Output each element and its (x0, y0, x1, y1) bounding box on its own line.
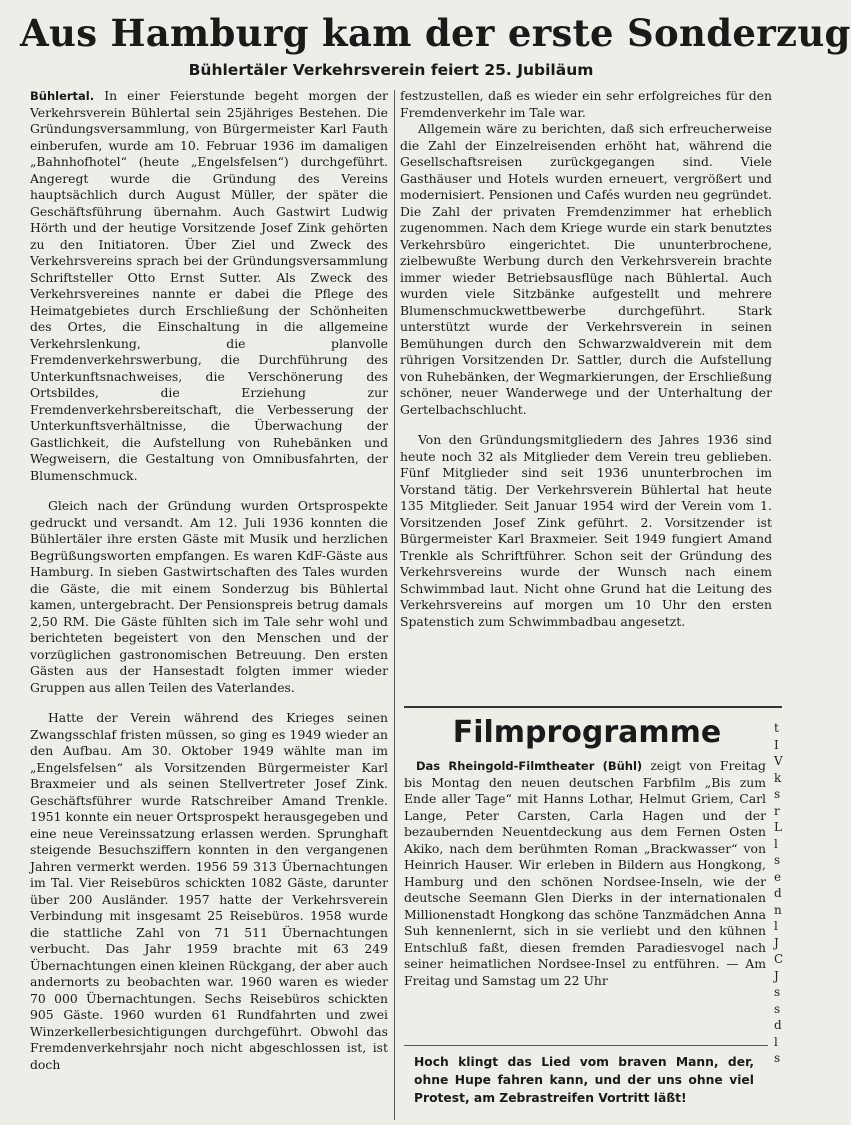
film-program-text (404, 758, 766, 989)
edge-letter: I (774, 737, 779, 752)
film-section-title: Filmprogramme (452, 715, 722, 750)
headline: Aus Hamburg kam der erste Sonderzug (20, 11, 851, 55)
edge-letter: V (774, 754, 783, 768)
article-paragraph: Hatte der Verein während des Krieges seinen Zwangsschlaf fristen müssen, so ging es 1949 wieder an den Aufbau. Am 30. Oktober 1949 wählte man im „Engelsfelsen“ als Vorsitzenden Bürgermeister Karl Braxmeier und als seinen Stellvertreter Josef Zink. Geschäftsführer wurde Ratschreiber Amand Trenkle. 1951 konnte ein neuer Ortsprospekt herausgegeben und eine neue Vereinssatzung erlassen werden. Sprunghaft steigende Besuchsziffern konnten in den vergangenen Jahren vermerkt werden. 1956 59 313 Übernachtungen im Tal. Vier Reisebüros schickten 1082 Gäste, darunter über 200 Ausländer. 1957 hatte der Verkehrsverein Verbindung mit insgesamt 25 Reisebüros. 1958 wurde die stattliche Zahl von 71 511 Übernachtungen verbucht. Das Jahr 1959 brachte mit 63 249 Übernachtungen einen kleinen Rückgang, der aber auch andernorts zu beobachten war. 1960 waren es wieder 70 000 Übernachtungen. Sechs Reisebüros schickten 905 Gäste. 1960 wurden 61 Rundfahrten und zwei Winzerkellerbesichtigungen durchgeführt. Obwohl das Fremdenverkehrsjahr noch nicht abgeschlossen ist, ist doch (30, 710, 388, 1072)
edge-letter: d (774, 886, 782, 900)
traffic-slogan: Hoch klingt das Lied vom braven Mann, der, ohne Hupe fahren kann, und der uns ohne viel Protest, am Zebrastreifen Vortritt läßt! (414, 1055, 754, 1105)
slogan-divider (404, 1045, 768, 1046)
article-paragraph: Von den Gründungsmitgliedern des Jahres 1936 sind heute noch 32 als Mitglieder dem Verein treu geblieben. Fünf Mitglieder sind seit 1936 ununterbrochen im Vorstand tätig. Der Verkehrsverein Bühlertal hat heute 135 Mitglieder. Seit Januar 1954 wird der Verein vom 1. Vorsitzenden Josef Zink geführt. 2. Vorsitzender ist Bürgermeister Karl Braxmeier. Seit 1949 fungiert Amand Trenkle als Schriftführer. Schon seit der Gründung des Verkehrsvereins wurde der Wunsch nach einem Schwimmbad laut. Nicht ohne Grund hat die Leitung des Verkehrsvereins auf morgen um 10 Uhr den ersten Spatenstich zum Schwimmbadbau angesetzt. (400, 432, 772, 629)
edge-letter: s (774, 1001, 781, 1016)
paragraph-text: In einer Feierstunde begeht morgen der Verkehrsverein Bühlertal sein 25jähriges Bestehen. Die Gründungsversammlung, von Bürgermeister Karl Fauth einberufen, wurde am 10. Februar 1936 im damaligen „Bahnhofhotel“ (heute „Engelsfelsen“) durchgeführt. Angeregt wurde die Gründung des Vereins hauptsächlich durch August Müller, der später die Geschäftsführung übernahm. Auch Gastwirt Ludwig Hörth und der heutige Vorsitzende Josef Zink gehörten zu den Initiatoren. Über Ziel und Zweck des Verkehrsvereins sprach bei der Gründungsversammlung Schriftsteller Otto Ernst Sutter. Als Zweck des Verkehrsvereines nannte er dabei die Pflege des Heimatgebietes durch Erschließung der Schönheiten des Ortes, die Einschaltung in die allgemeine Verkehrslenkung, die planvolle Fremdenverkehrswerbung, die Durchführung des Unterkunftsnachweises, die Verschönerung des Ortsbildes, die Erziehung zur Fremdenverkehrsbereitschaft, die Verbesserung der Unterkunftsverhältnisse, die Überwachung der Gastlichkeit, die Aufstellung von Ruhebänken und Wegweisern, die Gestaltung von Omnibusfahrten, der Blumenschmuck. (30, 88, 388, 483)
section-divider (404, 706, 782, 708)
edge-letter: n (774, 902, 782, 917)
article-paragraph (30, 88, 388, 484)
dateline: Bühlertal. (30, 89, 95, 103)
edge-letter: s (774, 787, 781, 801)
edge-letter: e (774, 869, 782, 884)
edge-letter: r (774, 803, 780, 818)
edge-letter: d (774, 1018, 782, 1032)
edge-letter: l (774, 836, 778, 851)
subheadline: Bühlertäler Verkehrsverein feiert 25. Jubiläum (188, 61, 594, 79)
edge-letter: J (774, 935, 779, 950)
column-divider (394, 90, 395, 1120)
edge-letter: C (774, 952, 784, 966)
article-left-column (30, 88, 388, 1073)
cinema-name: Das Rheingold-Filmtheater (Bühl) (416, 759, 643, 773)
edge-letter: t (774, 721, 779, 735)
edge-letter: s (774, 985, 781, 999)
article-paragraph: festzustellen, daß es wieder ein sehr erfolgreiches für den Fremdenverkehr im Tale war. (400, 88, 772, 120)
edge-letter: l (774, 1034, 778, 1049)
edge-letter: L (774, 820, 782, 834)
cut-off-neighbor-column (774, 720, 782, 1120)
edge-letter: s (774, 853, 781, 867)
edge-letter: k (774, 770, 782, 785)
article-right-column (400, 88, 772, 630)
edge-letter: l (774, 919, 778, 933)
edge-letter: s (774, 1051, 781, 1065)
article-paragraph: Allgemein wäre zu berichten, daß sich erfreucherweise die Zahl der Einzelreisenden erhöht hat, während die Gesellschaftsreisen zurückgegangen sind. Viele Gasthäuser und Hotels wurden erneuert, vergrößert und modernisiert. Pensionen und Cafés wurden neu gegründet. Die Zahl der privaten Fremdenzimmer hat erheblich zugenommen. Nach dem Kriege wurde ein stark benutztes Verkehrsbüro eingerichtet. Die ununterbrochene, zielbewußte Werbung durch den Verkehrsverein brachte immer wieder Betriebsausflüge nach Bühlertal. Auch wurden viele Sitzbänke aufgestellt und mehrere Blumenschmuckwettbewerbe durchgeführt. Stark unterstützt wurde der Verkehrsverein in seinen Bemühungen durch den Schwarzwaldverein mit dem rührigen Vorsitzenden Dr. Sattler, durch die Aufstellung von Ruhebänken, der Wegmarkierungen, der Erschließung schöner, neuer Wanderwege und der Unterhaltung der Gertelbachschlucht. (400, 121, 772, 417)
edge-letter: J (774, 968, 779, 983)
article-paragraph: Gleich nach der Gründung wurden Ortsprospekte gedruckt und versandt. Am 12. Juli 1936 konnten die Bühlertäler ihre ersten Gäste mit Musik und herzlichen Begrüßungsworten empfangen. Es waren KdF-Gäste aus Hamburg. In sieben Gastwirtschaften des Tales wurden die Gäste, die mit einem Sonderzug bis Bühlertal kamen, untergebracht. Der Pensionspreis betrug damals 2,50 RM. Die Gäste fühlten sich im Tale sehr wohl und berichteten begeistert von den Menschen und der vorzüglichen gastronomischen Betreuung. Den ersten Gästen aus der Hansestadt folgten immer wieder Gruppen aus allen Teilen des Vaterlandes. (30, 498, 388, 695)
film-description: zeigt von Freitag bis Montag den neuen deutschen Farbfilm „Bis zum Ende aller Tage“ mit Hanns Lothar, Helmut Griem, Carl Lange, Peter Carsten, Carla Hagen und der bezaubernden Neuentdeckung aus dem Fernen Osten Akiko, nach dem berühmten Roman „Brackwasser“ von Heinrich Hauser. Wir erleben in Bildern aus Hongkong, Hamburg und den schönen Nordsee-Inseln, wie der deutsche Seemann Glen Dierks in der internationalen Millionenstadt Hongkong das schöne Tanzmädchen Anna Suh kennenlernt, sich in sie verliebt und den kühnen Entschluß faßt, diesen fremden Paradiesvogel nach seiner heimatlichen Nordsee-Insel zu entführen. — Am Freitag und Samstag um 22 Uhr (404, 758, 766, 988)
